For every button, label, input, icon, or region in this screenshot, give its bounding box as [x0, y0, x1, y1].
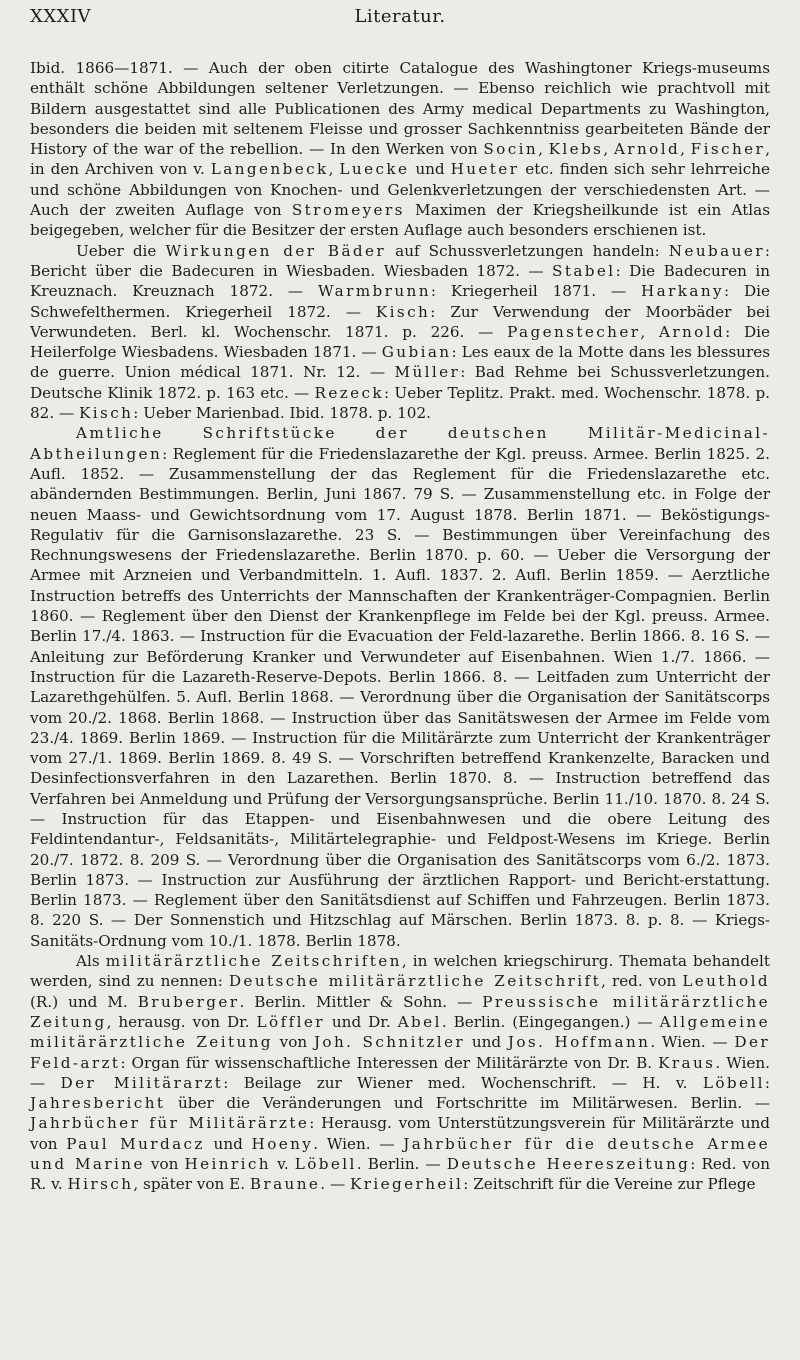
- text-run: : Ueber Marienbad. Ibid. 1878. p. 102.: [133, 404, 431, 423]
- text-run: : Organ für wissenschaftliche Interessen der Militärärzte von Dr. B.: [120, 1053, 659, 1072]
- paragraph: [30, 423, 770, 951]
- text-run: (R.) und M.: [30, 992, 138, 1011]
- text-run: von: [272, 1033, 314, 1052]
- spaced-emphasis: Abel: [397, 1012, 442, 1031]
- spaced-emphasis: Kriegerheil: [349, 1175, 464, 1194]
- spaced-emphasis: Rezeck: [314, 383, 385, 402]
- spaced-emphasis: Jahrbücher für Militärärzte: [30, 1114, 310, 1133]
- text-run: und: [409, 160, 451, 179]
- spaced-emphasis: Warmbrunn: [317, 282, 431, 301]
- text-run: : Bad Rehme bei Schussverletzungen. Deutsche Klinik 1872. p. 163 etc. —: [30, 363, 771, 402]
- spaced-emphasis: Jahrbücher für die deutsche Armee und Marine: [30, 1134, 771, 1174]
- spaced-emphasis: Joh. Schnitzler: [313, 1033, 466, 1052]
- text-run: v.: [271, 1155, 295, 1174]
- text-run: . Wien. —: [313, 1134, 404, 1153]
- text-run: und Dr.: [324, 1012, 398, 1031]
- text-run: : Ueber Teplitz. Prakt. med. Wochenschr. 1878. p. 82. —: [30, 383, 770, 423]
- spaced-emphasis: Paul Murdacz: [66, 1134, 205, 1153]
- text-run: , in welchen kriegschirurg. Themata behandelt werden, sind zu nennen:: [30, 952, 770, 991]
- spaced-emphasis: Neubauer: [668, 241, 765, 260]
- text-run: , in den Archiven von v.: [30, 140, 771, 179]
- text-run: Als: [76, 952, 106, 971]
- spaced-emphasis: Hueter: [450, 160, 520, 179]
- spaced-emphasis: Jahresbericht: [30, 1094, 166, 1113]
- text-run: etc. finden sich sehr lehrreiche und schöne Abbildungen von Knochen- und Gelenkverletzungen der verschiedensten Art. — Auch der zweiten Auflage von: [30, 160, 770, 220]
- text-run: , red. von: [601, 972, 683, 991]
- text-run: Maximen der Kriegsheilkunde ist ein Atlas beigegeben, welcher für die Besitzer der ersten Auflage auch besonders erschienen ist.: [30, 201, 770, 240]
- text-run: , später von E.: [133, 1175, 250, 1194]
- spaced-emphasis: Kraus: [658, 1053, 716, 1072]
- text-run: : Zur Verwendung der Moorbäder bei Verwundeten. Berl. kl. Wochenschr. 1871. p. 226. —: [30, 302, 770, 341]
- running-title: Literatur.: [354, 6, 446, 27]
- spaced-emphasis: Pagenstecher: [507, 322, 641, 341]
- spaced-emphasis: Löbell: [702, 1073, 765, 1092]
- spaced-emphasis: Preussische militärärztliche Zeitung: [30, 992, 771, 1031]
- text-run: auf Schussverletzungen handeln:: [386, 241, 669, 260]
- text-run: von: [144, 1155, 185, 1174]
- spaced-emphasis: Der Feld-arzt: [30, 1033, 770, 1072]
- page-header: [30, 6, 770, 42]
- spaced-emphasis: Stabel: [552, 261, 616, 280]
- text-run: : Red. von R. v.: [30, 1155, 771, 1194]
- spaced-emphasis: Luecke: [339, 160, 410, 179]
- page-number: XXXIV: [30, 6, 92, 27]
- spaced-emphasis: Harkany: [641, 282, 724, 301]
- text-run: : Reglement für die Friedenslazarethe der Kgl. preuss. Armee. Berlin 1825. 2. Aufl. 1852. — Zusammenstellung der das Reglement für die Friedenslazarethe etc. abändernden Bestimmungen. Berlin, Juni 1867. 79 S. — Zusammenstellung etc. in Folge der neuen Maass- und Gewichtsordnung vom 17. August 1878. Berlin 1871. — Beköstigungs-Regulativ für die Garnisonslazarethe. 23 S. — Bestimmungen über Vereinfachung des Rechnungswesens der Friedenslazarethe. Berlin 1870. p. 60. — Ueber die Versorgung der Armee mit Arzneien und Verbandmitteln. 1. Aufl. 1837. 2. Aufl. Berlin 1859. — Aerztliche Instruction betreffs des Unterrichts der Mannschaften der Krankenträger-Compagnien. Berlin 1860. — Reglement über den Dienst der Krankenpflege im Felde bei der Kgl. preuss. Armee. Berlin 17./4. 1863. — Instruction für die Evacuation der Feld-lazarethe. Berlin 1866. 8. 16 S. — Anleitung zur Beförderung Kranker und Verwundeter auf Eisenbahnen. Wien 1./7. 1866. — Instruction für die Lazareth-Reserve-Depots. Berlin 1866. 8. — Leitfaden zum Unterricht der Lazarethgehülfen. 5. Aufl. Berlin 1868. — Verordnung über die Organisation der Sanitätscorps vom 20./2. 1868. Berlin 1868. — Instruction über das Sanitätswesen der Armee im Felde vom 23./4. 1869. Berlin 1869. — Instruction für die Militärärzte zum Unterricht der Krankenträger vom 27./1. 1869. Berlin 1869. 8. 49 S. — Vorschriften betreffend Krankenzelte, Baracken und Desinfectionsverfahren in den Lazarethen. Berlin 1870. 8. — Instruction betreffend das Verfahren bei Anmeldung und Prüfung der Versorgungsansprüche. Berlin 11./10. 1870. 8. 24 S. — Instruction für das Etappen- und Eisenbahnwesen und die obere Leitung des Feldintendantur-, Feldsanitäts-, Militärtelegraphie- und Feldpost-Wesens im Kriege. Berlin 20./7. 1872. 8. 209 S. — Verordnung über die Organisation des Sanitätscorps vom 6./2. 1873. Berlin 1873. — Instruction zur Ausführung der ärztlichen Rapport- und Bericht-erstattung. Berlin 1873. — Reglement über den Sanitätsdienst auf Schiffen und Fahrzeugen. Berlin 1873. 8. 220 S. — Der Sonnenstich und Hitzschlag auf Märschen. Berlin 1873. 8. p. 8. — Kriegs-Sanitäts-Ordnung vom 10./1. 1878. Berlin 1878.: [30, 444, 770, 950]
- text-run: ,: [328, 160, 340, 179]
- text-run: : Les eaux de la Motte dans les blessures de guerre. Union médical 1871. Nr. 12. —: [30, 343, 770, 382]
- text-run: , herausg. von Dr.: [106, 1012, 257, 1031]
- spaced-emphasis: Hoeny: [251, 1134, 314, 1153]
- spaced-emphasis: Müller: [394, 363, 461, 382]
- spaced-emphasis: Jos. Hoffmann: [507, 1033, 651, 1052]
- text-run: ,: [640, 322, 659, 341]
- text-run: über die Veränderungen und Fortschritte im Militärwesen. Berlin. —: [165, 1094, 770, 1113]
- spaced-emphasis: Wirkungen der Bäder: [165, 241, 387, 260]
- spaced-emphasis: Allgemeine militärärztliche Zeitung: [30, 1012, 770, 1052]
- spaced-emphasis: Bruberger: [137, 992, 240, 1011]
- text-run: . Wien. —: [30, 1053, 771, 1092]
- text-run: :: [764, 1073, 771, 1092]
- text-run: : Beilage zur Wiener med. Wochenschrift. — H. v.: [223, 1073, 703, 1092]
- spaced-emphasis: Klebs: [548, 140, 604, 159]
- spaced-emphasis: Heinrich: [184, 1155, 271, 1174]
- spaced-emphasis: Der Militärarzt: [60, 1073, 224, 1092]
- paragraph: [30, 951, 770, 1195]
- text-run: . Berlin. (Eingegangen.) —: [441, 1012, 660, 1031]
- text-run: : Die Schwefelthermen. Kriegerheil 1872. —: [30, 282, 770, 321]
- text-run: und: [465, 1033, 508, 1052]
- spaced-emphasis: Braune: [249, 1175, 321, 1194]
- text-run: ,: [680, 140, 691, 159]
- spaced-emphasis: Deutsche Heereszeitung: [446, 1155, 691, 1174]
- spaced-emphasis: Kisch: [79, 404, 134, 423]
- spaced-emphasis: Arnold: [658, 322, 726, 341]
- text-run: : Herausg. vom Unterstützungsverein für Militärärzte und von: [30, 1114, 770, 1153]
- spaced-emphasis: Amtliche Schriftstücke der deutschen Militär-Medicinal-Abtheilungen: [30, 424, 770, 463]
- text-run: : Die Heilerfolge Wiesbadens. Wiesbaden 1871. —: [30, 322, 770, 362]
- paragraph: [30, 58, 770, 241]
- text-run: . Wien. —: [650, 1033, 735, 1052]
- spaced-emphasis: Leuthold: [682, 972, 770, 991]
- spaced-emphasis: Kisch: [375, 302, 431, 321]
- text-run: . Berlin. Mittler & Sohn. —: [239, 992, 483, 1011]
- spaced-emphasis: Fischer: [690, 140, 766, 159]
- spaced-emphasis: Hirsch: [67, 1175, 134, 1194]
- spaced-emphasis: Löbell: [294, 1155, 357, 1174]
- text-run: . —: [320, 1175, 350, 1194]
- text-run: : Zeitschrift für die Vereine zur Pflege: [463, 1175, 756, 1194]
- text-run: : Kriegerheil 1871. —: [430, 282, 642, 301]
- text-run: und: [204, 1134, 252, 1153]
- text-run: Ueber die: [76, 241, 166, 260]
- text-run: : Bericht über die Badecuren in Wiesbaden. Wiesbaden 1872. —: [30, 241, 770, 280]
- text-run: ,: [538, 140, 549, 159]
- spaced-emphasis: Stromeyers: [291, 201, 405, 220]
- text-run: ,: [603, 140, 614, 159]
- text-run: Ibid. 1866—1871. — Auch der oben citirte Catalogue des Washingtoner Kriegs-museums enthält schöne Abbildungen seltener Verletzungen. — Ebenso reichlich wie prachtvoll mit Bildern ausgestattet sind alle Publicationen des Army medical Departments zu Washington, besonders die beiden mit seltenem Fleisse und grosser Sachkenntniss gearbeiteten Bände der History of the war of the rebellion. — In den Werken von: [30, 59, 770, 159]
- spaced-emphasis: Langenbeck: [210, 160, 329, 179]
- spaced-emphasis: Arnold: [613, 140, 681, 159]
- body-text: [30, 58, 770, 1195]
- text-run: . Berlin. —: [356, 1155, 447, 1174]
- spaced-emphasis: Socin: [483, 140, 539, 159]
- text-run: : Die Badecuren in Kreuznach. Kreuznach 1872. —: [30, 261, 770, 301]
- spaced-emphasis: Gubian: [381, 343, 452, 362]
- paragraph: [30, 241, 770, 424]
- spaced-emphasis: Löffler: [256, 1012, 325, 1031]
- spaced-emphasis: Deutsche militärärztliche Zeitschrift: [228, 972, 602, 991]
- spaced-emphasis: militärärztliche Zeitschriften: [105, 952, 402, 971]
